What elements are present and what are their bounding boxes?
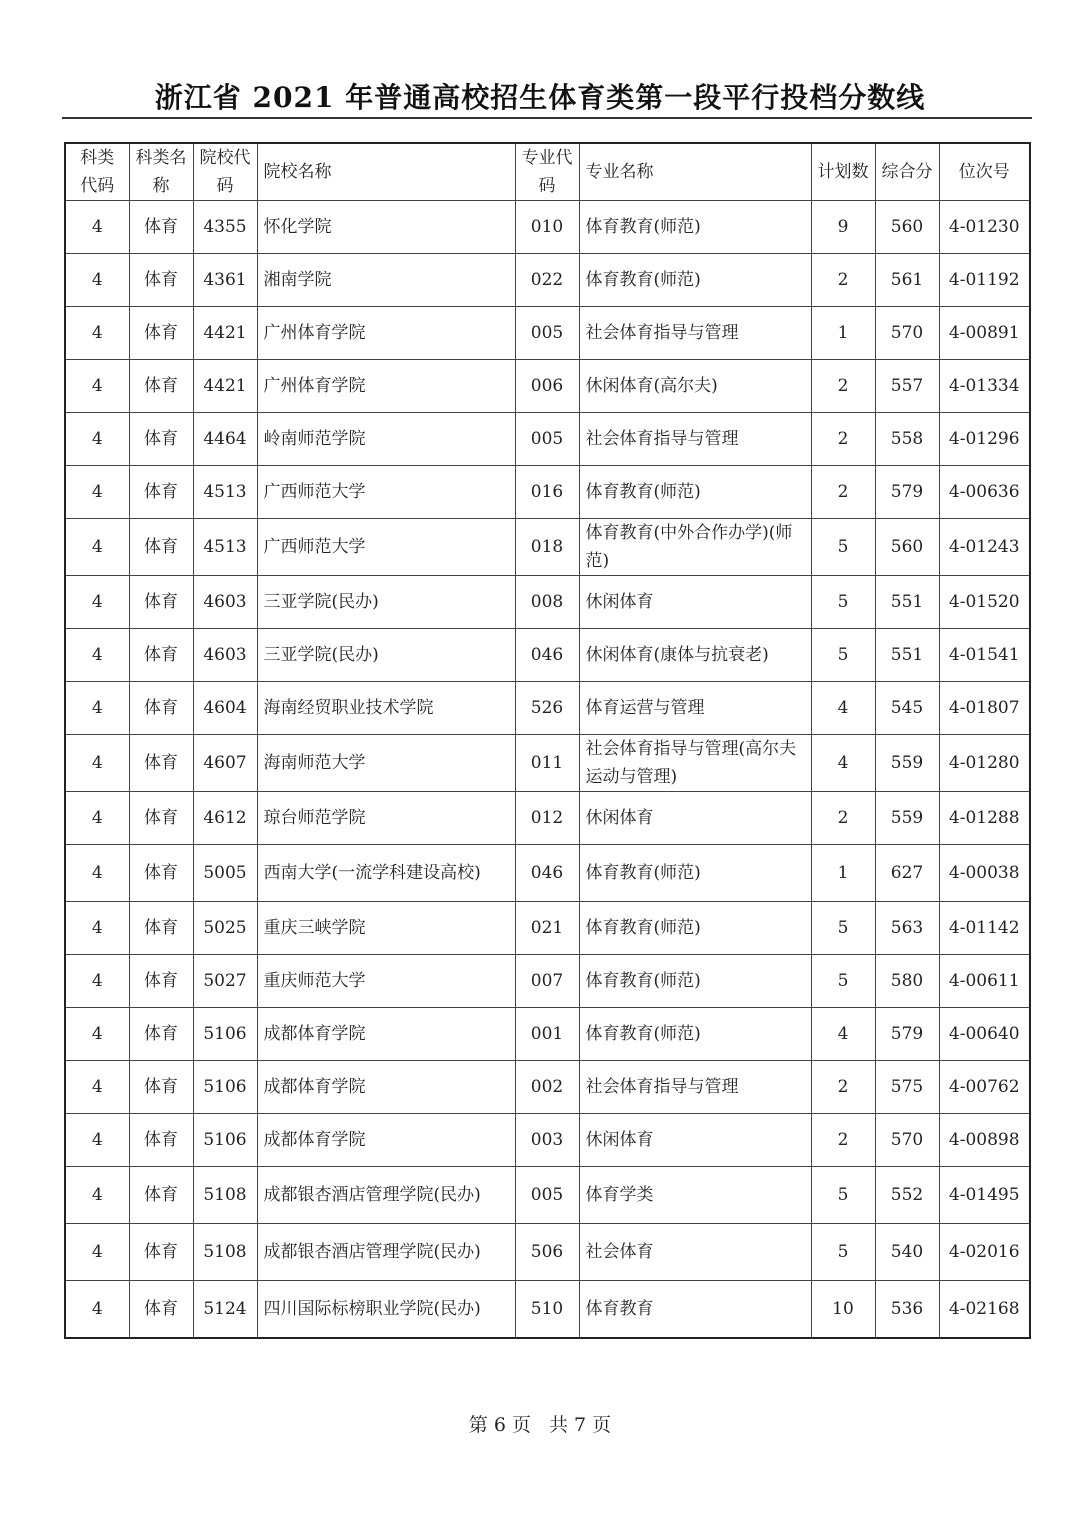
cell-subject-name: 体育 [129,1167,193,1224]
cell-major-code: 016 [515,466,579,519]
cell-major-name: 休闲体育(康体与抗衰老) [579,629,811,682]
cell-rank: 4-00891 [939,307,1030,360]
cell-major-name: 体育学类 [579,1167,811,1224]
cell-school-code: 4355 [193,201,257,254]
cell-school-name: 广西师范大学 [257,466,515,519]
cell-major-name: 体育运营与管理 [579,682,811,735]
cell-school-code: 4607 [193,735,257,792]
cell-subject-name: 体育 [129,735,193,792]
cell-subject-code: 4 [65,955,129,1008]
cell-school-code: 5106 [193,1008,257,1061]
cell-subject-code: 4 [65,1224,129,1281]
page-number: 第 6 页 [468,1414,531,1436]
cell-score: 563 [875,902,939,955]
cell-major-code: 022 [515,254,579,307]
cell-subject-code: 4 [65,413,129,466]
cell-rank: 4-00038 [939,845,1030,902]
cell-rank: 4-01288 [939,792,1030,845]
cell-score: 575 [875,1061,939,1114]
cell-school-code: 4361 [193,254,257,307]
cell-subject-code: 4 [65,735,129,792]
cell-plan: 5 [811,629,875,682]
cell-major-code: 046 [515,629,579,682]
cell-subject-name: 体育 [129,360,193,413]
cell-school-code: 5106 [193,1061,257,1114]
cell-score: 551 [875,629,939,682]
cell-school-code: 5108 [193,1167,257,1224]
cell-major-name: 体育教育(师范) [579,201,811,254]
cell-subject-name: 体育 [129,845,193,902]
cell-rank: 4-01334 [939,360,1030,413]
cell-school-code: 5005 [193,845,257,902]
cell-subject-code: 4 [65,360,129,413]
cell-subject-name: 体育 [129,254,193,307]
cell-school-name: 怀化学院 [257,201,515,254]
table-row [65,413,1030,466]
cell-score: 559 [875,792,939,845]
cell-subject-code: 4 [65,1061,129,1114]
table-row [65,735,1030,792]
cell-rank: 4-00898 [939,1114,1030,1167]
cell-school-name: 海南师范大学 [257,735,515,792]
table-row [65,1061,1030,1114]
cell-subject-code: 4 [65,1008,129,1061]
cell-plan: 2 [811,413,875,466]
cell-plan: 5 [811,576,875,629]
cell-subject-name: 体育 [129,955,193,1008]
cell-major-code: 046 [515,845,579,902]
cell-major-name: 体育教育(中外合作办学)(师范) [579,519,811,576]
cell-score: 545 [875,682,939,735]
cell-rank: 4-01230 [939,201,1030,254]
table-row [65,360,1030,413]
cell-school-name: 三亚学院(民办) [257,629,515,682]
cell-major-code: 005 [515,307,579,360]
cell-subject-name: 体育 [129,413,193,466]
cell-major-name: 体育教育(师范) [579,845,811,902]
cell-school-code: 4604 [193,682,257,735]
cell-major-code: 002 [515,1061,579,1114]
cell-major-name: 社会体育指导与管理 [579,413,811,466]
cell-plan: 5 [811,1167,875,1224]
table-row [65,682,1030,735]
cell-school-code: 4421 [193,360,257,413]
table-row [65,629,1030,682]
cell-subject-code: 4 [65,576,129,629]
table-body [65,201,1030,1339]
table-row [65,576,1030,629]
cell-major-name: 体育教育 [579,1281,811,1339]
cell-plan: 5 [811,1224,875,1281]
cell-major-code: 018 [515,519,579,576]
cell-school-name: 琼台师范学院 [257,792,515,845]
table-row [65,792,1030,845]
cell-major-code: 012 [515,792,579,845]
table-row [65,466,1030,519]
cell-school-code: 5108 [193,1224,257,1281]
cell-rank: 4-00636 [939,466,1030,519]
cell-subject-name: 体育 [129,519,193,576]
cell-subject-name: 体育 [129,307,193,360]
cell-major-code: 010 [515,201,579,254]
cell-plan: 2 [811,1061,875,1114]
cell-rank: 4-01807 [939,682,1030,735]
cell-major-name: 体育教育(师范) [579,902,811,955]
table-row [65,201,1030,254]
header-subject-code: 科类代码 [65,143,129,201]
cell-major-name: 休闲体育 [579,1114,811,1167]
cell-subject-name: 体育 [129,792,193,845]
cell-subject-code: 4 [65,1114,129,1167]
cell-subject-name: 体育 [129,682,193,735]
title-divider [62,117,1032,119]
cell-subject-code: 4 [65,254,129,307]
cell-major-name: 休闲体育 [579,792,811,845]
cell-school-name: 岭南师范学院 [257,413,515,466]
cell-plan: 5 [811,519,875,576]
cell-school-name: 广州体育学院 [257,307,515,360]
cell-score: 551 [875,576,939,629]
cell-major-code: 003 [515,1114,579,1167]
header-plan: 计划数 [811,143,875,201]
cell-score: 552 [875,1167,939,1224]
cell-school-name: 四川国际标榜职业学院(民办) [257,1281,515,1339]
cell-school-name: 重庆三峡学院 [257,902,515,955]
cell-subject-code: 4 [65,201,129,254]
cell-school-code: 5025 [193,902,257,955]
cell-school-code: 5027 [193,955,257,1008]
cell-school-code: 4464 [193,413,257,466]
cell-school-name: 广西师范大学 [257,519,515,576]
cell-score: 579 [875,1008,939,1061]
header-major-name: 专业名称 [579,143,811,201]
table-row [65,1008,1030,1061]
cell-rank: 4-01520 [939,576,1030,629]
cell-subject-name: 体育 [129,1281,193,1339]
cell-plan: 2 [811,466,875,519]
cell-school-code: 5106 [193,1114,257,1167]
table-row [65,307,1030,360]
cell-subject-code: 4 [65,902,129,955]
page-title: 浙江省 2021 年普通高校招生体育类第一段平行投档分数线 [154,81,926,114]
cell-rank: 4-01280 [939,735,1030,792]
cell-school-name: 成都体育学院 [257,1008,515,1061]
cell-major-name: 体育教育(师范) [579,254,811,307]
cell-rank: 4-02168 [939,1281,1030,1339]
cell-school-name: 海南经贸职业技术学院 [257,682,515,735]
cell-major-name: 休闲体育 [579,576,811,629]
cell-subject-name: 体育 [129,1114,193,1167]
cell-subject-code: 4 [65,466,129,519]
cell-school-name: 成都体育学院 [257,1061,515,1114]
cell-school-name: 重庆师范大学 [257,955,515,1008]
cell-subject-name: 体育 [129,902,193,955]
cell-plan: 2 [811,254,875,307]
cell-major-name: 社会体育 [579,1224,811,1281]
table-header [65,143,1030,201]
cell-school-name: 三亚学院(民办) [257,576,515,629]
cell-subject-code: 4 [65,1167,129,1224]
cell-score: 558 [875,413,939,466]
cell-major-code: 021 [515,902,579,955]
table-row [65,519,1030,576]
cell-major-code: 506 [515,1224,579,1281]
cell-school-code: 5124 [193,1281,257,1339]
header-rank: 位次号 [939,143,1030,201]
cell-plan: 2 [811,360,875,413]
cell-subject-name: 体育 [129,576,193,629]
cell-major-code: 007 [515,955,579,1008]
cell-score: 536 [875,1281,939,1339]
cell-major-code: 005 [515,413,579,466]
cell-rank: 4-01192 [939,254,1030,307]
cell-subject-code: 4 [65,519,129,576]
cell-major-name: 体育教育(师范) [579,1008,811,1061]
cell-score: 560 [875,519,939,576]
cell-school-name: 西南大学(一流学科建设高校) [257,845,515,902]
cell-score: 559 [875,735,939,792]
cell-major-code: 510 [515,1281,579,1339]
cell-school-name: 成都银杏酒店管理学院(民办) [257,1167,515,1224]
header-major-code: 专业代码 [515,143,579,201]
score-table [64,142,1031,1339]
cell-subject-name: 体育 [129,1224,193,1281]
cell-major-code: 005 [515,1167,579,1224]
header-score: 综合分 [875,143,939,201]
cell-rank: 4-01541 [939,629,1030,682]
cell-subject-code: 4 [65,307,129,360]
cell-school-code: 4513 [193,519,257,576]
cell-score: 540 [875,1224,939,1281]
cell-subject-name: 体育 [129,201,193,254]
cell-school-name: 成都体育学院 [257,1114,515,1167]
table-row [65,955,1030,1008]
cell-school-code: 4603 [193,629,257,682]
cell-major-name: 休闲体育(高尔夫) [579,360,811,413]
cell-major-name: 体育教育(师范) [579,466,811,519]
cell-plan: 5 [811,955,875,1008]
cell-plan: 9 [811,201,875,254]
cell-score: 561 [875,254,939,307]
cell-score: 570 [875,307,939,360]
cell-rank: 4-01495 [939,1167,1030,1224]
cell-plan: 4 [811,682,875,735]
cell-subject-name: 体育 [129,629,193,682]
cell-score: 580 [875,955,939,1008]
table-row [65,1114,1030,1167]
cell-rank: 4-00611 [939,955,1030,1008]
cell-major-name: 社会体育指导与管理(高尔夫运动与管理) [579,735,811,792]
page-footer [0,1410,1080,1437]
cell-plan: 1 [811,307,875,360]
cell-major-name: 社会体育指导与管理 [579,307,811,360]
cell-plan: 2 [811,792,875,845]
cell-school-code: 4612 [193,792,257,845]
cell-score: 560 [875,201,939,254]
table-row [65,254,1030,307]
cell-school-code: 4603 [193,576,257,629]
cell-subject-name: 体育 [129,466,193,519]
cell-score: 570 [875,1114,939,1167]
cell-subject-name: 体育 [129,1061,193,1114]
cell-major-code: 011 [515,735,579,792]
cell-school-code: 4513 [193,466,257,519]
cell-plan: 4 [811,1008,875,1061]
cell-subject-code: 4 [65,845,129,902]
table-row [65,1224,1030,1281]
header-school-code: 院校代码 [193,143,257,201]
cell-major-code: 526 [515,682,579,735]
header-school-name: 院校名称 [257,143,515,201]
cell-rank: 4-00762 [939,1061,1030,1114]
header-subject-name: 科类名称 [129,143,193,201]
table-row [65,1167,1030,1224]
cell-rank: 4-01142 [939,902,1030,955]
cell-subject-code: 4 [65,792,129,845]
page-total: 共 7 页 [549,1414,612,1436]
cell-subject-name: 体育 [129,1008,193,1061]
cell-school-name: 成都银杏酒店管理学院(民办) [257,1224,515,1281]
cell-rank: 4-01296 [939,413,1030,466]
cell-subject-code: 4 [65,1281,129,1339]
cell-plan: 4 [811,735,875,792]
table-row [65,1281,1030,1339]
cell-plan: 2 [811,1114,875,1167]
cell-rank: 4-02016 [939,1224,1030,1281]
cell-subject-code: 4 [65,629,129,682]
cell-school-code: 4421 [193,307,257,360]
cell-subject-code: 4 [65,682,129,735]
table-row [65,902,1030,955]
cell-major-code: 006 [515,360,579,413]
cell-school-name: 湘南学院 [257,254,515,307]
cell-score: 627 [875,845,939,902]
cell-major-name: 体育教育(师范) [579,955,811,1008]
cell-score: 557 [875,360,939,413]
cell-school-name: 广州体育学院 [257,360,515,413]
cell-rank: 4-00640 [939,1008,1030,1061]
cell-major-code: 008 [515,576,579,629]
cell-major-name: 社会体育指导与管理 [579,1061,811,1114]
cell-plan: 1 [811,845,875,902]
cell-plan: 10 [811,1281,875,1339]
cell-score: 579 [875,466,939,519]
cell-rank: 4-01243 [939,519,1030,576]
cell-plan: 5 [811,902,875,955]
table-row [65,845,1030,902]
cell-major-code: 001 [515,1008,579,1061]
